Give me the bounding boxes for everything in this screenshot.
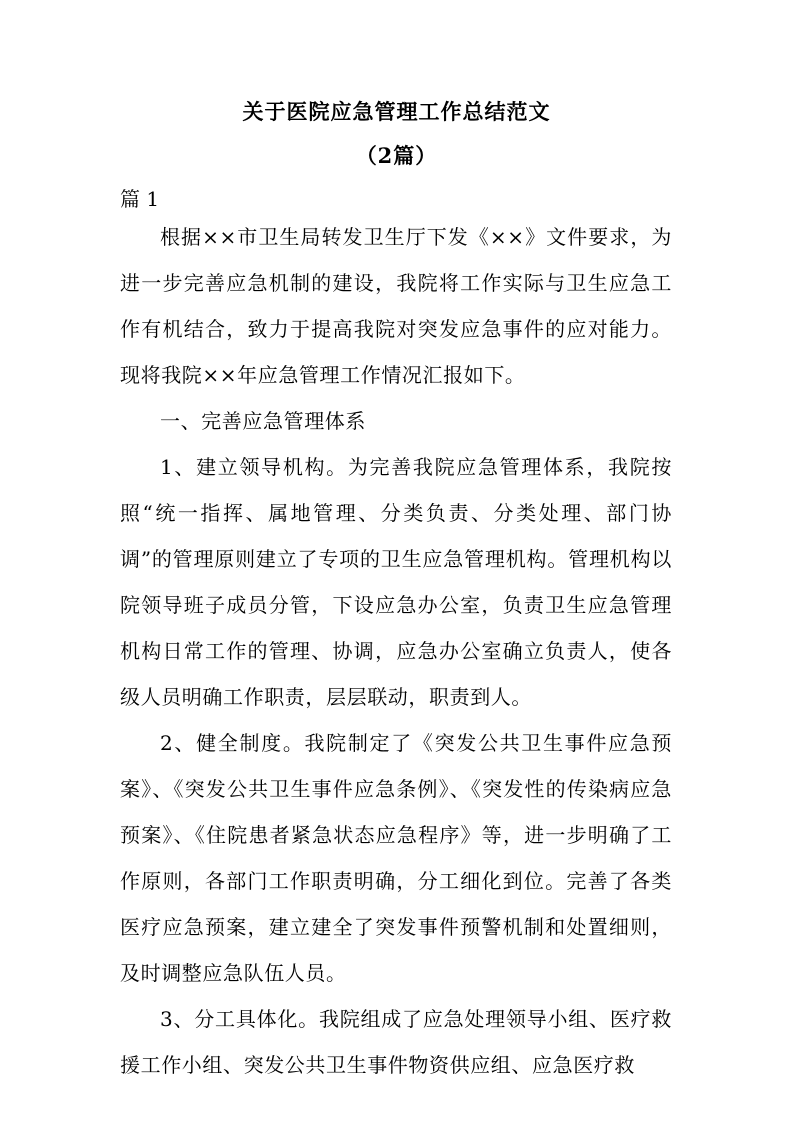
document-body (120, 214, 672, 1088)
section-heading: 一、完善应急管理体系 (160, 409, 366, 433)
paragraph-leadership: 1、建立领导机构。为完善我院应急管理体系，我院按照“统一指挥、属地管理、分类负责、分类处理、部门协调”的管理原则建立了专项的卫生应急管理机构。管理机构以院领导班子成员分管，下设应急办公室，负责卫生应急管理机构日常工作的管理、协调，应急办公室确立负责人，使各级人员明确工作职责，层层联动，职责到人。 (120, 455, 672, 709)
document-subtitle: （2篇） (355, 143, 438, 168)
document-title: 关于医院应急管理工作总结范文 (242, 99, 551, 124)
paragraph-division: 3、分工具体化。我院组成了应急处理领导小组、医疗救援工作小组、突发公共卫生事件物资供应组、应急医疗救 (120, 1007, 672, 1077)
paragraph-intro: 根据××市卫生局转发卫生厅下发《××》文件要求，为进一步完善应急机制的建设，我院将工作实际与卫生应急工作有机结合，致力于提高我院对突发应急事件的应对能力。现将我院××年应急管理工作情况汇报如下。 (120, 225, 672, 387)
section-label: 篇 1 (120, 187, 160, 211)
paragraph-system: 2、健全制度。我院制定了《突发公共卫生事件应急预案》、《突发公共卫生事件应急条例》、《突发性的传染病应急预案》、《住院患者紧急状态应急程序》等，进一步明确了工作原则，各部门工作职责明确，分工细化到位。完善了各类医疗应急预案，建立建全了突发事件预警机制和处置细则，及时调整应急队伍人员。 (120, 731, 672, 985)
